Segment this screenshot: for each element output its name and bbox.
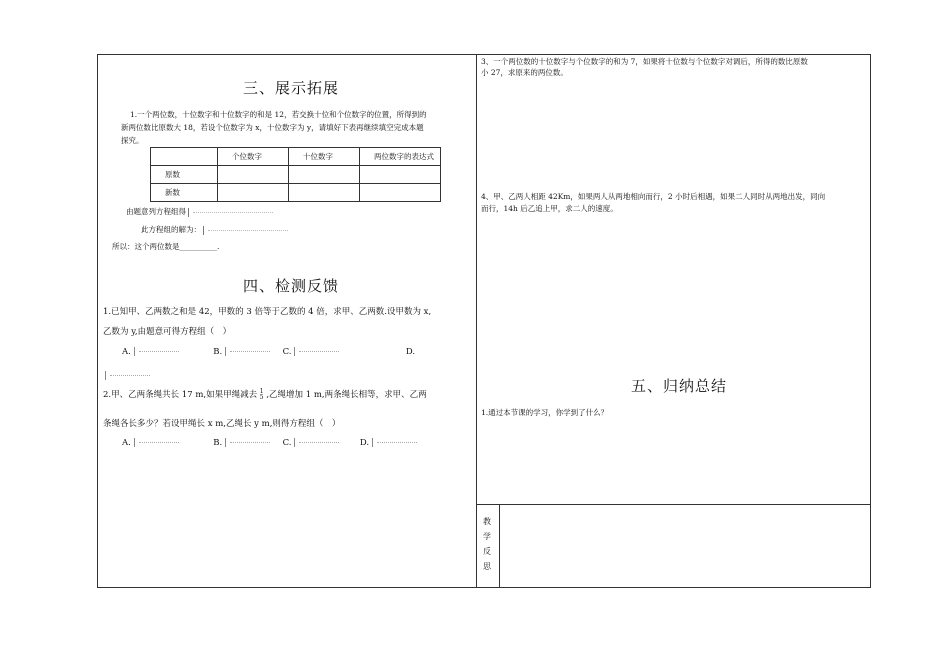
problem1-line2: 新两位数比原数大 18，若设个位数字为 x，十位数字为 y，请填好下表再继续填空完成本题 [121, 123, 424, 132]
q2-line1-b: ,乙绳增加 1 m,两条绳长相等，求甲、乙两 [266, 390, 427, 400]
option-d-label: D. [359, 438, 370, 448]
table-header-cell: 两位数字的表达式 [360, 148, 441, 166]
table-header-cell: 个位数字 [218, 148, 289, 166]
answer-label: 所以：这个两位数是__________. [112, 242, 220, 251]
q2-line1-a: 2.甲、乙两条绳共长 17 m,如果甲绳减去 [103, 390, 258, 400]
reflection-char: 学 [483, 532, 491, 541]
problem1-line1: 1.一个两位数，十位数字和十位数字的和是 12，若交换十位和个位数字的位置，所得到的 [130, 110, 427, 119]
table-header-cell: 十位数字 [289, 148, 360, 166]
table-cell[interactable] [218, 184, 289, 202]
table-header-cell [151, 148, 218, 166]
table-cell[interactable] [360, 184, 441, 202]
option-a-equations[interactable] [134, 438, 191, 447]
column-divider [476, 54, 477, 588]
solution-row [141, 223, 272, 236]
option-b-equations[interactable] [225, 347, 274, 356]
option-b-label: B. [213, 438, 223, 448]
reflection-char: 思 [483, 562, 491, 571]
table-row [151, 166, 441, 184]
reflection-char: 反 [483, 547, 491, 556]
option-a-label: A. [122, 347, 131, 357]
option-d-label: D. [405, 347, 416, 357]
solution-blank[interactable] [203, 226, 272, 235]
solution-label: 此方程组的解为： [141, 225, 201, 234]
table-header-row [151, 148, 441, 166]
table-cell: 原数 [151, 166, 218, 184]
section5-title: 五、归纳总结 [631, 377, 728, 395]
option-a-equations[interactable] [134, 347, 183, 356]
table-cell[interactable] [360, 166, 441, 184]
fraction-numerator: 1 [259, 387, 264, 395]
table-cell[interactable] [289, 166, 360, 184]
option-d-equations[interactable] [105, 365, 164, 384]
q1-options [122, 341, 472, 363]
option-c-equations[interactable] [294, 347, 343, 356]
reflection-divider [476, 504, 871, 505]
table-row [151, 184, 441, 202]
q3-line1: 3、一个两位数的十位数字与个位数字的和为 7，如果将十位数与个位数字对调后，所得的数比原数 [481, 57, 808, 66]
option-c-label: C. [282, 347, 292, 357]
digits-table [150, 147, 441, 202]
option-b-equations[interactable] [225, 438, 278, 447]
option-c-label: C. [282, 438, 292, 448]
option-a-label: A. [122, 438, 131, 448]
reflection-label-divider [499, 504, 500, 588]
section4-title: 四、检测反馈 [243, 277, 340, 295]
equation-system-blank[interactable] [188, 208, 279, 217]
table-cell[interactable] [218, 166, 289, 184]
reflection-label [480, 514, 494, 574]
table-cell: 新数 [151, 184, 218, 202]
equation-row [126, 205, 279, 218]
fraction-denominator: 5 [259, 393, 264, 401]
option-d-equations[interactable] [372, 438, 425, 447]
option-c-equations[interactable] [294, 438, 355, 447]
q4-line1: 4、甲、乙两人相距 42Km，如果两人从两地相向而行，2 小时后相遇，如果二人同时从两地出发，同向 [481, 192, 826, 201]
q1-line2: 乙数为 y,由题意可得方程组（ ） [103, 327, 232, 337]
q2-options [122, 432, 472, 454]
reflection-char: 教 [483, 517, 491, 526]
q1-line1: 1.已知甲、乙两数之和是 42，甲数的 3 倍等于乙数的 4 倍，求甲、乙两数.设甲数为 x, [103, 307, 432, 317]
q2-line1 [103, 384, 427, 406]
problem1-line3: 探究。 [121, 136, 144, 145]
q4-line2: 而行，14h 后乙追上甲，求二人的速度。 [481, 204, 618, 213]
equation-label: 由题意列方程组得 [126, 207, 186, 216]
reflection-area[interactable] [501, 506, 869, 586]
fraction [260, 389, 264, 401]
summary-question: 1.通过本节课的学习，你学到了什么？ [481, 408, 609, 417]
q3-line2: 小 27，求原来的两位数。 [481, 68, 568, 77]
section3-title: 三、展示拓展 [243, 79, 340, 97]
option-b-label: B. [213, 347, 223, 357]
q2-line2: 条绳各长多少？若设甲绳长 x m,乙绳长 y m,则得方程组（ ） [103, 419, 341, 429]
table-cell[interactable] [289, 184, 360, 202]
